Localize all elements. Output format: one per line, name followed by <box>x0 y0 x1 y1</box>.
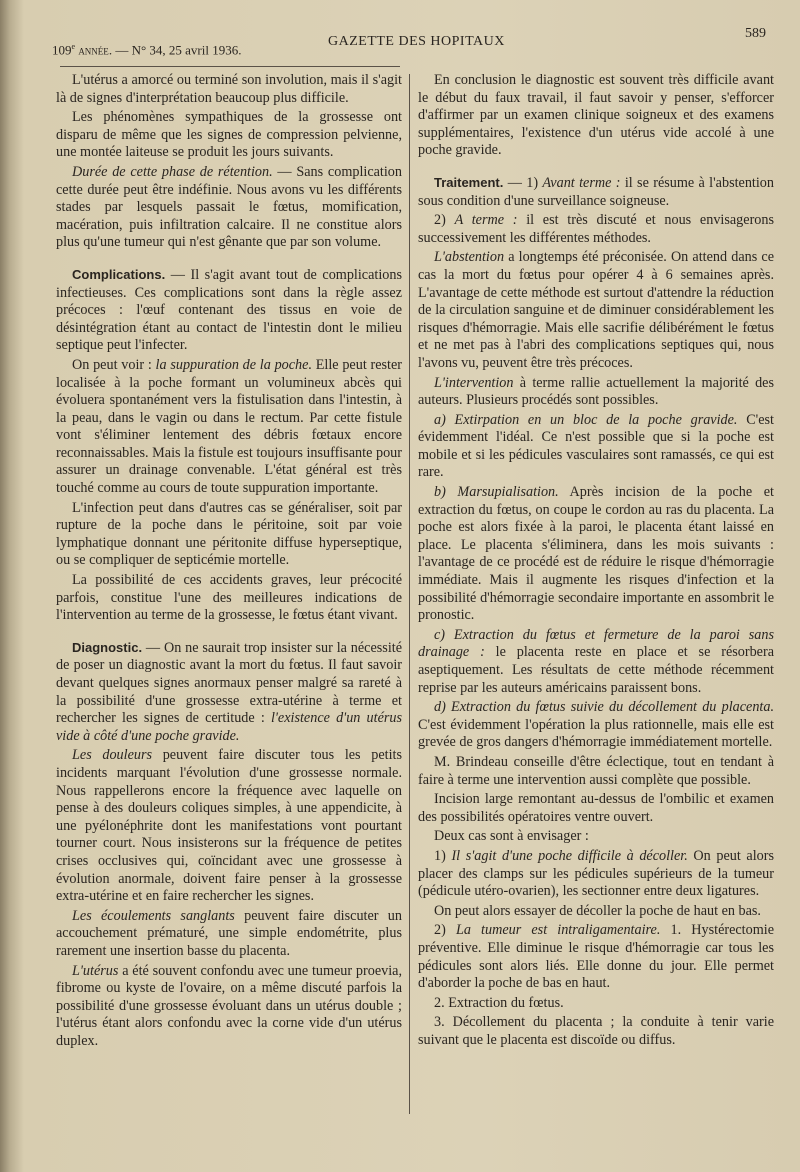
paragraph: M. Brindeau conseille d'être éclectique, tout en tendant à faire à terme une intervention aussi complète que possible. <box>418 753 774 788</box>
paragraph-text: — Sans complication cette durée peut être indéfinie. Nous avons vu les différents stades par lesquels passait le fœtus, momification, macération, puis infiltration calcaire. Il ne constitue alors plus qu'une tumeur qui n'est gênante que par son volume. <box>56 163 402 251</box>
paragraph <box>418 375 774 410</box>
paragraph <box>56 963 402 1051</box>
paragraph <box>418 848 774 901</box>
emphasis: L'intervention <box>434 374 514 391</box>
paragraph <box>418 922 774 992</box>
year-number: 109 <box>52 42 72 58</box>
paragraph: Deux cas sont à envisager : <box>434 828 589 845</box>
paragraph <box>418 212 774 247</box>
emphasis: La tumeur est intraligamentaire. <box>455 922 661 939</box>
section-heading-complications: Complications. <box>72 266 166 282</box>
paragraph-text: il se résume à l'abstention sous condition d'une surveillance soigneuse. <box>418 174 774 209</box>
paragraph <box>56 639 402 746</box>
paragraph <box>418 174 774 210</box>
emphasis: c) Extraction du fœtus et fermeture de la paroi sans drainage : <box>418 626 774 661</box>
emphasis: Avant terme : <box>542 174 621 191</box>
paragraph-text: — 1) <box>503 174 543 191</box>
paragraph-text: 2) <box>434 922 456 939</box>
inline-title: Durée de cette phase de rétention. <box>72 163 273 180</box>
paragraph <box>56 357 402 498</box>
section-heading-diagnostic: Diagnostic. <box>72 639 143 655</box>
left-column <box>56 72 402 1052</box>
emphasis: Il s'agit d'une poche difficile à décoller. <box>451 847 688 864</box>
paragraph-text: C'est évidemment l'idéal. Ce n'est possible que si la poche est mobile et si les pédicules vasculaires sont ramassés, ce qui est rare. <box>418 411 774 481</box>
paragraph-text: — On ne saurait trop insister sur la nécessité de poser un diagnostic avant la mort du fœtus. Il faut savoir devant quelques signes anormaux penser malgré sa rareté à la possibilité d'une grossesse extra-utérine à terme et rechercher les signes de certitude : <box>56 639 402 727</box>
year-ordinal: e <box>71 42 76 51</box>
emphasis: b) Marsupialisation. <box>434 484 559 501</box>
emphasis: Les écoulements sanglants <box>72 907 235 924</box>
paragraph-text: On peut voir : <box>72 356 156 373</box>
paragraph-text: peuvent faire discuter tous les petits incidents marquant l'évolution d'une grossesse normale. Nous rappellerons encore la fréquence avec laquelle on pense à des douleurs coliques simples, à une appendicite, à une pyélonéphrite dont les manifestations vont pourtant tourner court. Nous insisterons sur la fréquence de petites crises occlusives qui, coïncidant avec une grossesse à évolution anormale, doivent faire penser à la grossesse extra-utérine et en faire rechercher les signes. <box>56 747 402 905</box>
paragraph: Les phénomènes sympathiques de la grossesse ont disparu de même que les signes de compression pelvienne, une montée laiteuse se produit les jours suivants. <box>56 109 402 161</box>
emphasis: A terme : <box>454 212 518 229</box>
emphasis: d) Extraction du fœtus suivie du décollement du placenta. <box>434 699 774 716</box>
emphasis: L'abstention <box>434 249 505 266</box>
paragraph-text: Après incision de la poche et extraction du fœtus, on coupe le cordon au ras du placenta. La poche est alors fixée à la paroi, le placenta étant laissé en place. Le placenta s'éliminera, dans les mois suivants : l'avantage de ce procédé est de réduire le risque d'hémorragie immédiate. Mais il augmente les risques d'infection et la possibilité d'hémorragie secondaire importante en assombrit le pronostic. <box>418 484 774 624</box>
emphasis: Les douleurs <box>72 747 153 764</box>
paragraph-text: On peut alors placer des clamps sur les pédicules supérieurs de la tumeur (pédicule utéro-ovarien), les sectionner entre deux ligatures. <box>418 847 774 900</box>
emphasis: la suppuration de la poche. <box>155 356 312 373</box>
year-word: année <box>78 42 109 58</box>
paragraph: En conclusion le diagnostic est souvent très difficile avant le début du faux travail, il faut savoir y penser, s'efforcer d'affirmer par un examen clinique soigneux et des examens supplémentaires, l'existence d'un utérus vide accolé à une poche gravide. <box>418 72 774 159</box>
paragraph <box>56 164 402 252</box>
emphasis: l'existence d'un utérus vide à côté d'une poche gravide. <box>56 710 402 744</box>
paragraph: 3. Décollement du placenta ; la conduite à tenir varie suivant que le placenta est discoïde ou diffus. <box>418 1014 774 1048</box>
paragraph: Incision large remontant au-dessus de l'ombilic et examen des possibilités opératoires ventre ouvert. <box>418 791 774 825</box>
paragraph <box>56 908 402 961</box>
paragraph-text: Elle peut rester localisée à la poche formant un volumineux abcès qui évoluera spontanément vers la fistulisation dans l'intestin, à la peau, dans le vagin ou dans le rectum. Par cette fistule vont s'éliminer lentement des débris fœtaux encore reconnaissables. Mais la fistule est toujours insuffisante pour assurer un drainage convenable. L'état général est très touché comme au cours de toute suppuration importante. <box>56 356 403 497</box>
paragraph <box>418 484 774 625</box>
paragraph <box>56 266 402 355</box>
emphasis: L'utérus <box>72 962 119 979</box>
paragraph <box>56 747 402 905</box>
journal-title: GAZETTE DES HOPITAUX <box>328 34 505 49</box>
paragraph: 2. Extraction du fœtus. <box>434 994 564 1011</box>
paragraph <box>418 699 774 752</box>
paragraph-text: a été souvent confondu avec une tumeur proevia, fibrome ou kyste de l'ovaire, on a même discuté parfois la possibilité d'une grossesse évoluant dans un utérus double ; l'utérus étant alors confondu avec la corne vide d'un utérus duplex. <box>56 962 402 1049</box>
page-header <box>52 26 768 60</box>
paragraph-text: — Il s'agit avant tout de complications infectieuses. Ces complications sont dans la règle assez précoces : l'œuf contenant des tissus en voie de désintégration étant au contact de l'intestin dont le milieu septique peut l'infecter. <box>56 266 402 354</box>
paragraph-text: a longtemps été préconisée. On attend dans ce cas la mort du fœtus pour opérer 4 à 6 semaines après. L'avantage de cette méthode est surtout d'attendre la réduction de la circulation sanguine et de diminuer considérablement les risques d'hémorragie. Mais elle sacrifie délibérément le fœtus et ne met pas à l'abri des complications septiques qui, nous l'avons vu, peuvent être très précoces. <box>418 249 774 371</box>
paragraph-text: 1. Hystérectomie préventive. Elle diminue le risque d'hémorragie car tous les pédicules sont alors liés. Elle donne du jour. Elle permet d'aborder la poche de bas en haut. <box>418 922 774 992</box>
right-column <box>418 72 774 1051</box>
emphasis: a) Extirpation en un bloc de la poche gravide. <box>434 411 738 428</box>
section-heading-traitement: Traitement. <box>434 174 504 190</box>
column-divider <box>409 74 410 1114</box>
header-rule <box>60 66 400 67</box>
paragraph: L'infection peut dans d'autres cas se généraliser, soit par rupture de la poche dans le péritoine, soit par voie lymphatique donnant une péritonite diffuse hyperseptique, ou se compliquer de septicémie mortelle. <box>56 499 402 569</box>
paragraph: On peut alors essayer de décoller la poche de haut en bas. <box>434 902 761 919</box>
paragraph-text: 2) <box>434 212 455 229</box>
issue-date: . — N° 34, 25 avril 1936. <box>108 42 242 58</box>
paragraph <box>418 249 774 372</box>
paragraph <box>418 627 774 697</box>
paragraph: La possibilité de ces accidents graves, leur précocité parfois, constitue l'une des meilleures indications de l'intervention au terme de la grossesse, le fœtus étant vivant. <box>56 572 402 624</box>
paragraph <box>418 412 774 482</box>
paragraph-text: peuvent faire discuter un accouchement prématuré, une simple endométrite, plus rarement une insertion basse du placenta. <box>56 907 402 959</box>
issue-info <box>52 42 241 58</box>
paragraph: L'utérus a amorcé ou terminé son involution, mais il s'agit là de signes d'interprétation beaucoup plus difficile. <box>56 72 402 106</box>
paragraph-text: le placenta reste en place et se résorbera aseptiquement. Les résultats de cette méthode récemment reprise par les auteurs américains paraissent bons. <box>418 644 774 696</box>
paragraph-text: à terme rallie actuellement la majorité des auteurs. Plusieurs procédés sont possibles. <box>418 374 774 409</box>
paragraph-text: il est très discuté et nous envisagerons successivement les différentes méthodes. <box>418 212 775 246</box>
paragraph-text: C'est évidemment l'opération la plus rationnelle, mais elle est grevée de gros dangers d'hémorragie immédiatement mortelle. <box>418 716 774 751</box>
paragraph-text: 1) <box>434 847 452 864</box>
page-number: 589 <box>745 26 766 41</box>
